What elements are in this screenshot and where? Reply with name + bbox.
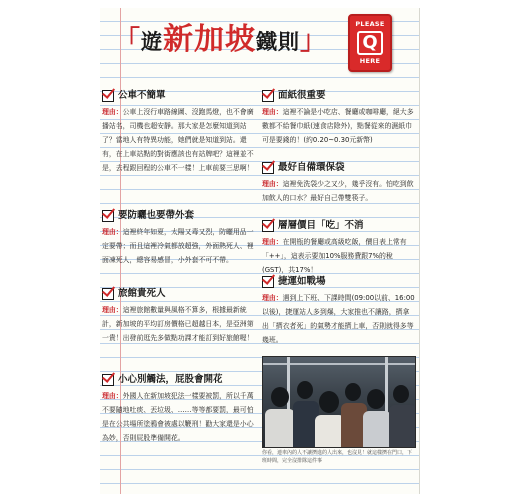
tip-heading xyxy=(262,274,416,290)
photo-figure xyxy=(319,391,339,413)
photo-figure xyxy=(297,381,313,399)
title-first-char: 遊 xyxy=(141,29,164,54)
tip-body xyxy=(262,177,416,205)
tip-body xyxy=(102,389,256,445)
tip-body-text: 這裡不論是小吃店、餐廳或咖啡廳，絕大多數都不給餐巾紙(速食店除外)，點餐從來的濕紙巾可是要錢的！(約0.20~0.30元新幣) xyxy=(262,108,414,144)
tip-body-text: 這裡旅館數量與風格不算多，根據最新統計，新加坡的平均訂房價格已超越日本，是亞洲第一貴！出發前逛先多做點功課才能訂到好旅館喔！ xyxy=(102,306,254,342)
tip-heading-text: 捷運如戰場 xyxy=(278,276,326,287)
tip-heading-text: 公車不簡單 xyxy=(118,90,166,101)
tip-heading-text: 要防曬也要帶外套 xyxy=(118,210,195,221)
checkbox-check-icon xyxy=(262,276,274,288)
photo-figure xyxy=(345,383,361,401)
badge-letter: Q xyxy=(357,31,383,55)
tip-heading xyxy=(262,88,416,104)
please-q-here-badge xyxy=(348,14,392,72)
page-header xyxy=(100,14,420,76)
tip-heading-text: 最好自備環保袋 xyxy=(278,162,345,173)
tip-section-price xyxy=(262,218,416,277)
reason-label: 理由： xyxy=(262,238,283,246)
tip-section-bus xyxy=(102,88,256,175)
tip-body-text: 公車上沒行車路線圖、沒跑馬燈，也不會廣播站名，司機也超安靜。那大家是怎麼知道到站了？當地人有特異功能，她們就是知道到站。還有，在上車站點的對街應該也有站牌吧？這裡並不是，去程跟回程的公車不一樣！上車前要三思啊！ xyxy=(102,108,254,172)
title-bracket-open: 「 xyxy=(114,26,142,56)
tip-heading-text: 面紙很重要 xyxy=(278,90,326,101)
tip-body xyxy=(102,303,256,345)
tip-body-text: 遇到上下班、下課時間(09:00以前、16:00以後)，捷運站人多到爆，大家推也不讓路，擠拿出「擠衣者死」的氣勢才能擠上車，否則就得多等幾班。 xyxy=(262,294,415,344)
checkbox-check-icon xyxy=(102,210,114,222)
tip-body xyxy=(262,105,416,147)
photo-figure xyxy=(367,389,385,409)
badge-line-1: PLEASE xyxy=(355,20,385,28)
tip-section-hotel xyxy=(102,286,256,345)
tip-heading xyxy=(102,88,256,104)
tip-heading xyxy=(102,286,256,302)
tip-section-law xyxy=(102,372,256,445)
checkbox-check-icon xyxy=(102,90,114,102)
guide-page xyxy=(100,8,420,494)
tip-body xyxy=(262,235,416,277)
checkbox-check-icon xyxy=(262,90,274,102)
photo-figure xyxy=(363,411,391,448)
tip-body xyxy=(102,105,256,175)
tip-section-mrt xyxy=(262,274,416,347)
title-last: 鐵則 xyxy=(256,29,301,54)
tip-heading xyxy=(102,372,256,388)
tip-heading-text: 層層價目「吃」不消 xyxy=(278,220,364,231)
reason-label: 理由： xyxy=(102,306,123,314)
reason-label: 理由： xyxy=(102,392,123,400)
crowded-train-photo xyxy=(262,356,416,448)
tip-body xyxy=(262,291,416,347)
badge-line-2: HERE xyxy=(359,57,381,65)
tip-heading xyxy=(262,160,416,176)
tip-section-tissue xyxy=(262,88,416,147)
photo-figure xyxy=(265,409,295,448)
tip-body xyxy=(102,225,256,267)
reason-label: 理由： xyxy=(262,180,283,188)
checkbox-check-icon xyxy=(262,220,274,232)
checkbox-check-icon xyxy=(102,374,114,386)
tip-body-text: 這裡免洗袋少之又少，幾乎沒有。怕吃到飲加飲人的口水？最好自己帶雙筷子。 xyxy=(262,180,414,202)
tip-body-text: 在開瓶的餐廳或高級吃飯，價目表上常有「++」，這表示要加10%服務費跟7%的稅(GST)，共17%！ xyxy=(262,238,407,274)
tip-heading-text: 旅館貴死人 xyxy=(118,288,166,299)
reason-label: 理由： xyxy=(102,108,123,116)
tip-heading-text: 小心別觸法，屁股會開花 xyxy=(118,374,223,385)
page-title xyxy=(114,20,344,62)
photo-caption: 你看，連車內的人不讓擠進的人出來，也沒見！就這樣擠在門口，下班時間，完全沒排隊這件事 xyxy=(262,450,413,464)
title-highlight: 新加坡 xyxy=(163,22,257,57)
title-bracket-close: 」 xyxy=(300,26,328,56)
tip-heading xyxy=(102,208,256,224)
photo-figure xyxy=(271,387,289,407)
checkbox-check-icon xyxy=(102,288,114,300)
photo-figure xyxy=(393,385,409,403)
photo-rail xyxy=(263,363,416,365)
tip-body-text: 外國人在新加坡犯法一樣要被罰，所以千萬不要隨地吐痰、丟垃圾、……等等都要罰，最可怕是在公共場所塗鴉會被處以鞭刑！勸大家還是小心為妙，否則屁股準備開花。 xyxy=(102,392,254,442)
tip-section-chopsticks xyxy=(262,160,416,205)
reason-label: 理由： xyxy=(262,108,283,116)
tip-body-text: 這裡終年如夏，太陽又毒又烈，防曬用品一定要帶；而且這裡冷氣都放超強，外面熱死人、裡面凍死人，總容易感冒，小外套不可不帶。 xyxy=(102,228,254,264)
photo-figure xyxy=(389,405,416,448)
tip-section-sun xyxy=(102,208,256,267)
reason-label: 理由： xyxy=(102,228,123,236)
tip-heading xyxy=(262,218,416,234)
reason-label: 理由： xyxy=(262,294,283,302)
checkbox-check-icon xyxy=(262,162,274,174)
